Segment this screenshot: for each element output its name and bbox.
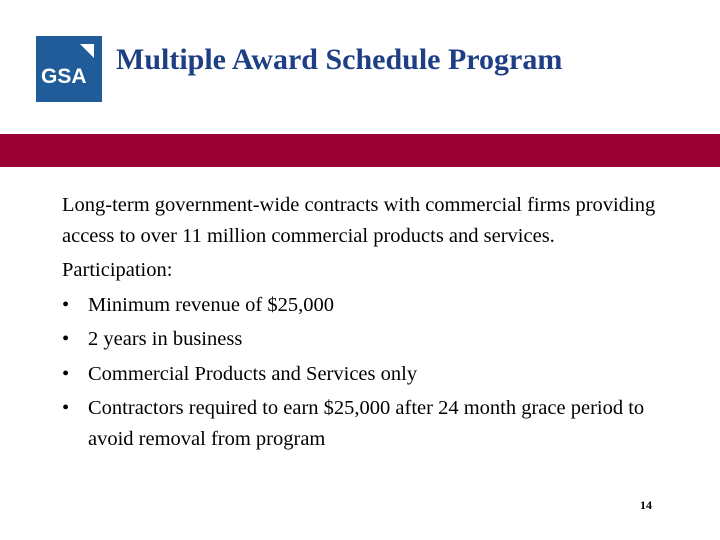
bullet-text: 2 years in business: [88, 328, 243, 350]
page-number: 14: [640, 498, 652, 512]
bullet-marker: •: [62, 362, 70, 385]
participation-list: [62, 290, 682, 455]
participation-heading: Participation:: [62, 259, 173, 281]
gsa-logo-text: GSA: [41, 65, 87, 88]
list-item: [62, 359, 682, 390]
gsa-logo-mark: [36, 36, 102, 102]
bullet-marker: •: [62, 293, 70, 316]
slide-title: Multiple Award Schedule Program: [116, 43, 563, 76]
bullet-text: Minimum revenue of $25,000: [88, 293, 334, 316]
list-item: [62, 324, 682, 355]
gsa-logo: [36, 36, 102, 102]
slide-body: [62, 190, 682, 458]
bullet-text: Contractors required to earn $25,000 after 24 month grace period to avoid removal from program: [88, 397, 645, 450]
bullet-text: Commercial Products and Services only: [88, 362, 418, 385]
header-band: [0, 134, 720, 167]
intro-paragraph: Long-term government-wide contracts with commercial firms providing access to over 11 million commercial products and services.: [62, 194, 656, 247]
list-item: [62, 290, 682, 321]
bullet-marker: •: [62, 328, 70, 350]
bullet-marker: •: [62, 397, 70, 419]
list-item: [62, 393, 682, 454]
